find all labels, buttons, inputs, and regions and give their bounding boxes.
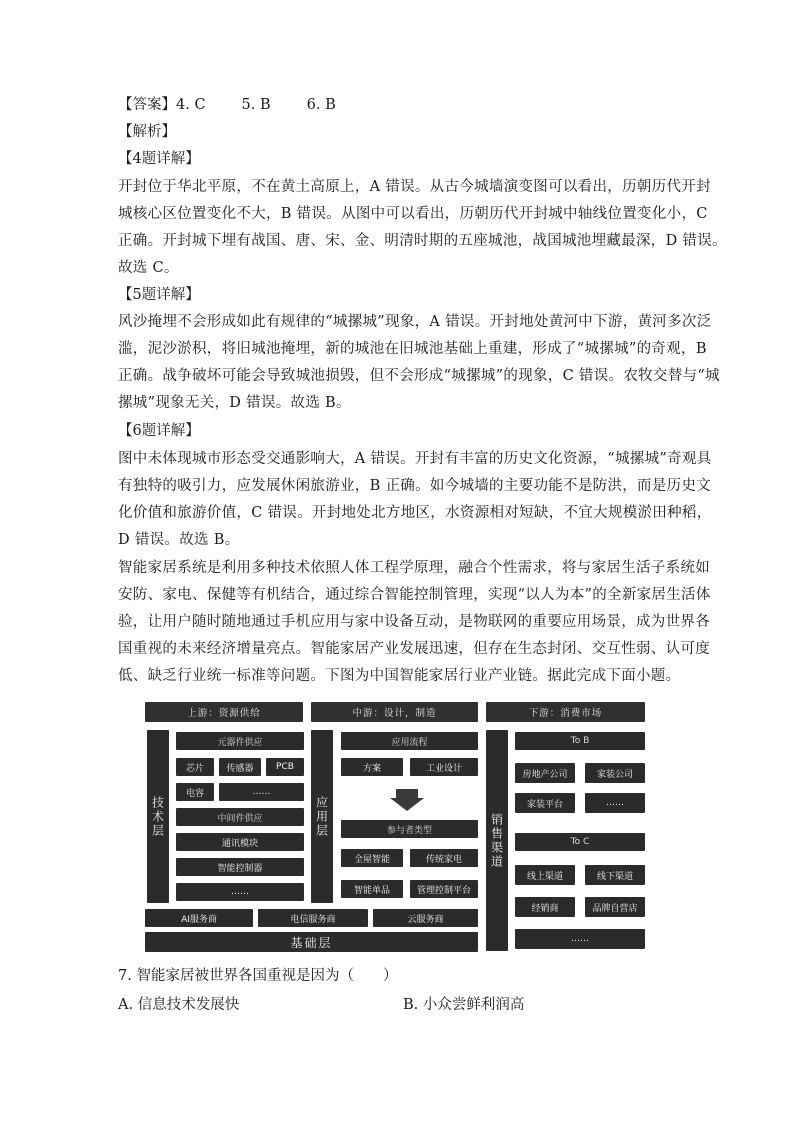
to-c-more-box: …… — [515, 929, 645, 949]
q4-line: 正确。开封城下埋有战国、唐、宋、金、明清时期的五座城池，战国城池埋藏最深，D 错误。 — [118, 233, 727, 249]
answer-item-6: 6. B — [306, 97, 336, 113]
brand-store-box: 品牌自营店 — [585, 897, 645, 917]
comm-module-box: 通讯模块 — [176, 833, 304, 851]
passage-line: 安防、家电、保健等有机结合，通过综合智能控制管理，实现“以人为本”的全新家居生活体 — [118, 587, 711, 603]
answer-label: 【答案】 — [118, 97, 176, 113]
dealer-box: 经销商 — [515, 897, 575, 917]
industry-chain-diagram — [145, 700, 645, 952]
answer-line — [118, 92, 336, 118]
question-7-option-b[interactable]: B. 小众尝鲜利润高 — [403, 997, 525, 1013]
passage-line: 低、缺乏行业统一标准等问题。下图为中国智能家居行业产业链。据此完成下面小题。 — [118, 668, 681, 684]
traditional-appliance-box: 传统家电 — [410, 849, 478, 867]
passage-line: 国重视的未来经济增量亮点。智能家居产业发展迅速，但存在生态封闭、交互性弱、认可度 — [118, 641, 710, 657]
components-supply-header: 元器件供应 — [176, 732, 304, 750]
q6-line: D 错误。故选 B。 — [118, 532, 240, 548]
decoration-company-box: 家装公司 — [585, 763, 645, 783]
q6-line: 有独特的吸引力，应发展休闲旅游业，B 正确。如今城墙的主要功能不是防洪，而是历史文 — [118, 478, 712, 494]
to-c-header: To C — [515, 833, 645, 851]
answer-item-4: 4. C — [176, 97, 206, 113]
chip-box: 芯片 — [176, 758, 214, 776]
q5-line: 正确。战争破坏可能会导致城池损毁，但不会形成“城摞城”的现象，C 错误。农牧交替与“城 — [118, 368, 720, 384]
real-estate-box: 房地产公司 — [515, 763, 575, 783]
upstream-header: 上游：资源供给 — [145, 702, 303, 722]
passage-line: 智能家居系统是利用多种技术依照人体工程学原理，融合个性需求，将与家居生活子系统如 — [118, 560, 710, 576]
down-arrow-icon — [390, 789, 424, 811]
passage-line: 验，让用户随时随地通过手机应用与家中设备互动，是物联网的重要应用场景，成为世界各 — [118, 614, 710, 630]
analysis-label: 【解析】 — [118, 124, 176, 140]
cloud-service-box: 云服务商 — [373, 909, 478, 927]
q6-line: 化价值和旅游价值，C 错误。开封地处北方地区，水资源相对短缺，不宜大规模淤田种稻， — [118, 505, 712, 521]
q5-title: 【5题详解】 — [118, 287, 200, 303]
question-7-stem: 7. 智能家居被世界各国重视是因为（ ） — [118, 968, 398, 984]
q4-line: 开封位于华北平原，不在黄土高原上，A 错误。从古今城墙演变图可以看出，历朝历代开封 — [118, 179, 711, 195]
ai-service-box: AI服务商 — [145, 909, 253, 927]
whole-house-box: 全屋智能 — [341, 849, 403, 867]
q5-line: 风沙掩埋不会形成如此有规律的“城摞城”现象，A 错误。开封地处黄河中下游，黄河多次泛 — [118, 314, 712, 330]
q5-line: 滥，泥沙淤积，将旧城池掩埋，新的城池在旧城池基础上重建，形成了“城摞城”的奇观，B — [118, 341, 707, 357]
industrial-design-box: 工业设计 — [410, 758, 478, 776]
to-b-more-box: …… — [585, 793, 645, 813]
app-layer-label: 应用层 — [311, 730, 333, 903]
sales-channel-label: 销售渠道 — [486, 730, 508, 951]
q4-title: 【4题详解】 — [118, 151, 200, 167]
capacitor-box: 电容 — [176, 783, 214, 801]
to-b-header: To B — [515, 732, 645, 750]
app-flow-header: 应用流程 — [341, 732, 478, 750]
scheme-box: 方案 — [341, 758, 403, 776]
downstream-header: 下游：消费市场 — [486, 702, 645, 722]
mgmt-platform-box: 管理控制平台 — [410, 880, 478, 898]
midstream-header: 中游：设计，制造 — [311, 702, 478, 722]
pcb-box: PCB — [266, 758, 304, 776]
q6-title: 【6题详解】 — [118, 423, 200, 439]
smart-single-box: 智能单品 — [341, 880, 403, 898]
participant-type-header: 参与者类型 — [341, 820, 478, 838]
q4-line: 故选 C。 — [118, 260, 179, 276]
question-7-option-a[interactable]: A. 信息技术发展快 — [118, 997, 240, 1013]
q6-line: 图中未体现城市形态受交通影响大，A 错误。开封有丰富的历史文化资源，“城摞城”奇观具 — [118, 451, 712, 467]
sensor-box: 传感器 — [219, 758, 261, 776]
middleware-more-box: …… — [176, 883, 304, 901]
smart-controller-box: 智能控制器 — [176, 858, 304, 876]
offline-channel-box: 线下渠道 — [585, 865, 645, 885]
decoration-platform-box: 家装平台 — [515, 793, 575, 813]
telecom-service-box: 电信服务商 — [258, 909, 368, 927]
online-channel-box: 线上渠道 — [515, 865, 575, 885]
middleware-supply-header: 中间件供应 — [176, 808, 304, 826]
base-layer-box: 基础层 — [145, 932, 478, 952]
q5-line: 摞城”现象无关，D 错误。故选 B。 — [118, 395, 351, 411]
q4-line: 城核心区位置变化不大，B 错误。从图中可以看出，历朝历代开封城中轴线位置变化小，C — [118, 206, 708, 222]
components-more-box: …… — [219, 783, 304, 801]
tech-layer-label: 技术层 — [147, 730, 169, 903]
answer-item-5: 5. B — [241, 97, 271, 113]
